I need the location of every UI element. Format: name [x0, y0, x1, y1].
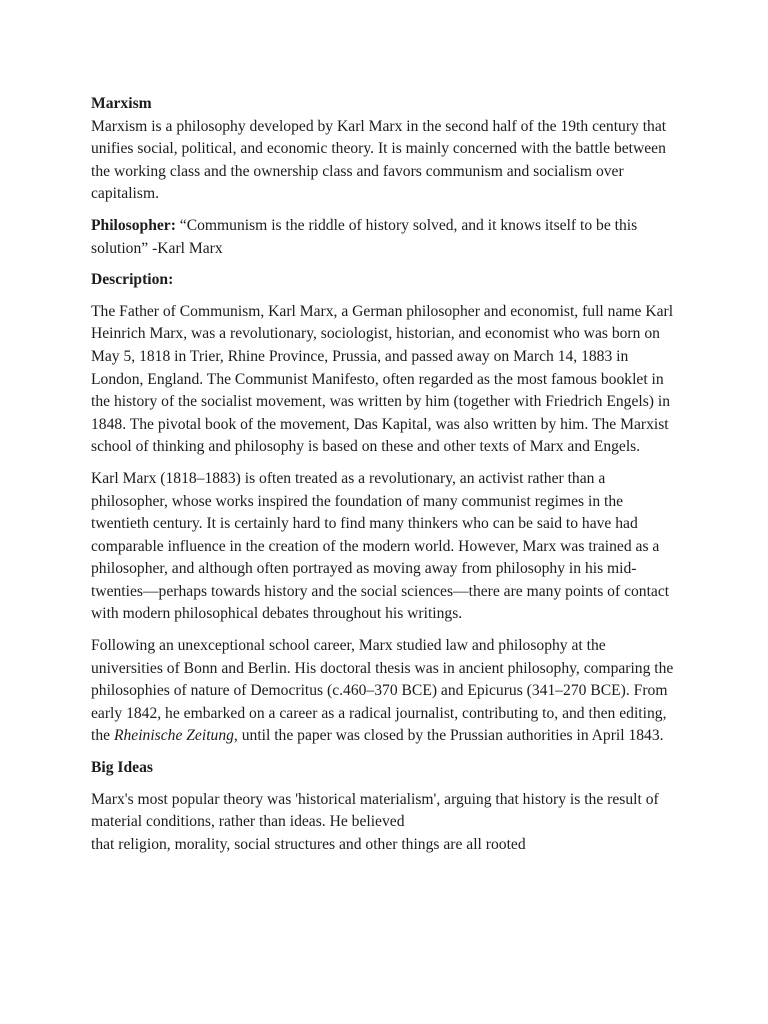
intro-paragraph: Marxism is a philosophy developed by Karl Marx in the second half of the 19th century that unifies social, political, and economic theory. It is mainly concerned with the battle between the working class and the ownership class and favors communism and socialism over capitalism. [91, 117, 667, 203]
career-paragraph [91, 635, 681, 748]
philosopher-paragraph-2: Karl Marx (1818–1883) is often treated as a revolutionary, an activist rather than a philosopher, whose works inspired the foundation of many communist regimes in the twentieth century. It is certainly hard to find many thinkers who can be said to have had comparable influence in the creation of the modern world. However, Marx was trained as a philosopher, and although often portrayed as moving away from philosophy in his mid-twenties—perhaps towards history and the social sciences—there are many points of contact with modern philosophical debates throughout his writings. [91, 469, 670, 623]
big-ideas-line-1: Marx's most popular theory was 'historical materialism', arguing that history is the result of material conditions, rather than ideas. He believed [91, 790, 659, 831]
philosopher-label: Philosopher: [91, 216, 176, 234]
career-text-after: , until the paper was closed by the Prussian authorities in April 1843. [233, 727, 664, 745]
big-ideas-heading: Big Ideas [91, 759, 153, 777]
philosopher-quote: “Communism is the riddle of history solved, and it knows itself to be this solution” -Karl Marx [91, 216, 638, 257]
newspaper-name: Rheinische Zeitung [113, 727, 234, 745]
document-title: Marxism [91, 95, 152, 112]
philosopher-paragraph [91, 215, 681, 260]
description-heading: Description: [91, 271, 174, 289]
biography-paragraph: The Father of Communism, Karl Marx, a German philosopher and economist, full name Karl Heinrich Marx, was a revolutionary, sociologist, historian, and economist who was born on May 5, 1818 in Trier, Rhine Province, Prussia, and passed away on March 14, 1883 in London, England. The Communist Manifesto, often regarded as the most famous booklet in the history of the socialist movement, was written by him (together with Friedrich Engels) in 1848. The pivotal book of the movement, Das Kapital, was also written by him. The Marxist school of thinking and philosophy is based on these and other texts of Marx and Engels. [91, 302, 674, 456]
big-ideas-line-2: that religion, morality, social structures and other things are all rooted [91, 835, 526, 853]
career-text-before: Following an unexceptional school career, Marx studied law and philosophy at the universities of Bonn and Berlin. His doctoral thesis was in ancient philosophy, comparing the philosophies of nature of Democritus (c.460–370 BCE) and Epicurus (341–270 BCE). From early 1842, he embarked on a career as a radical journalist, contributing to, and then editing, the [91, 637, 674, 745]
big-ideas-paragraph [91, 789, 681, 857]
document-body [91, 93, 681, 856]
